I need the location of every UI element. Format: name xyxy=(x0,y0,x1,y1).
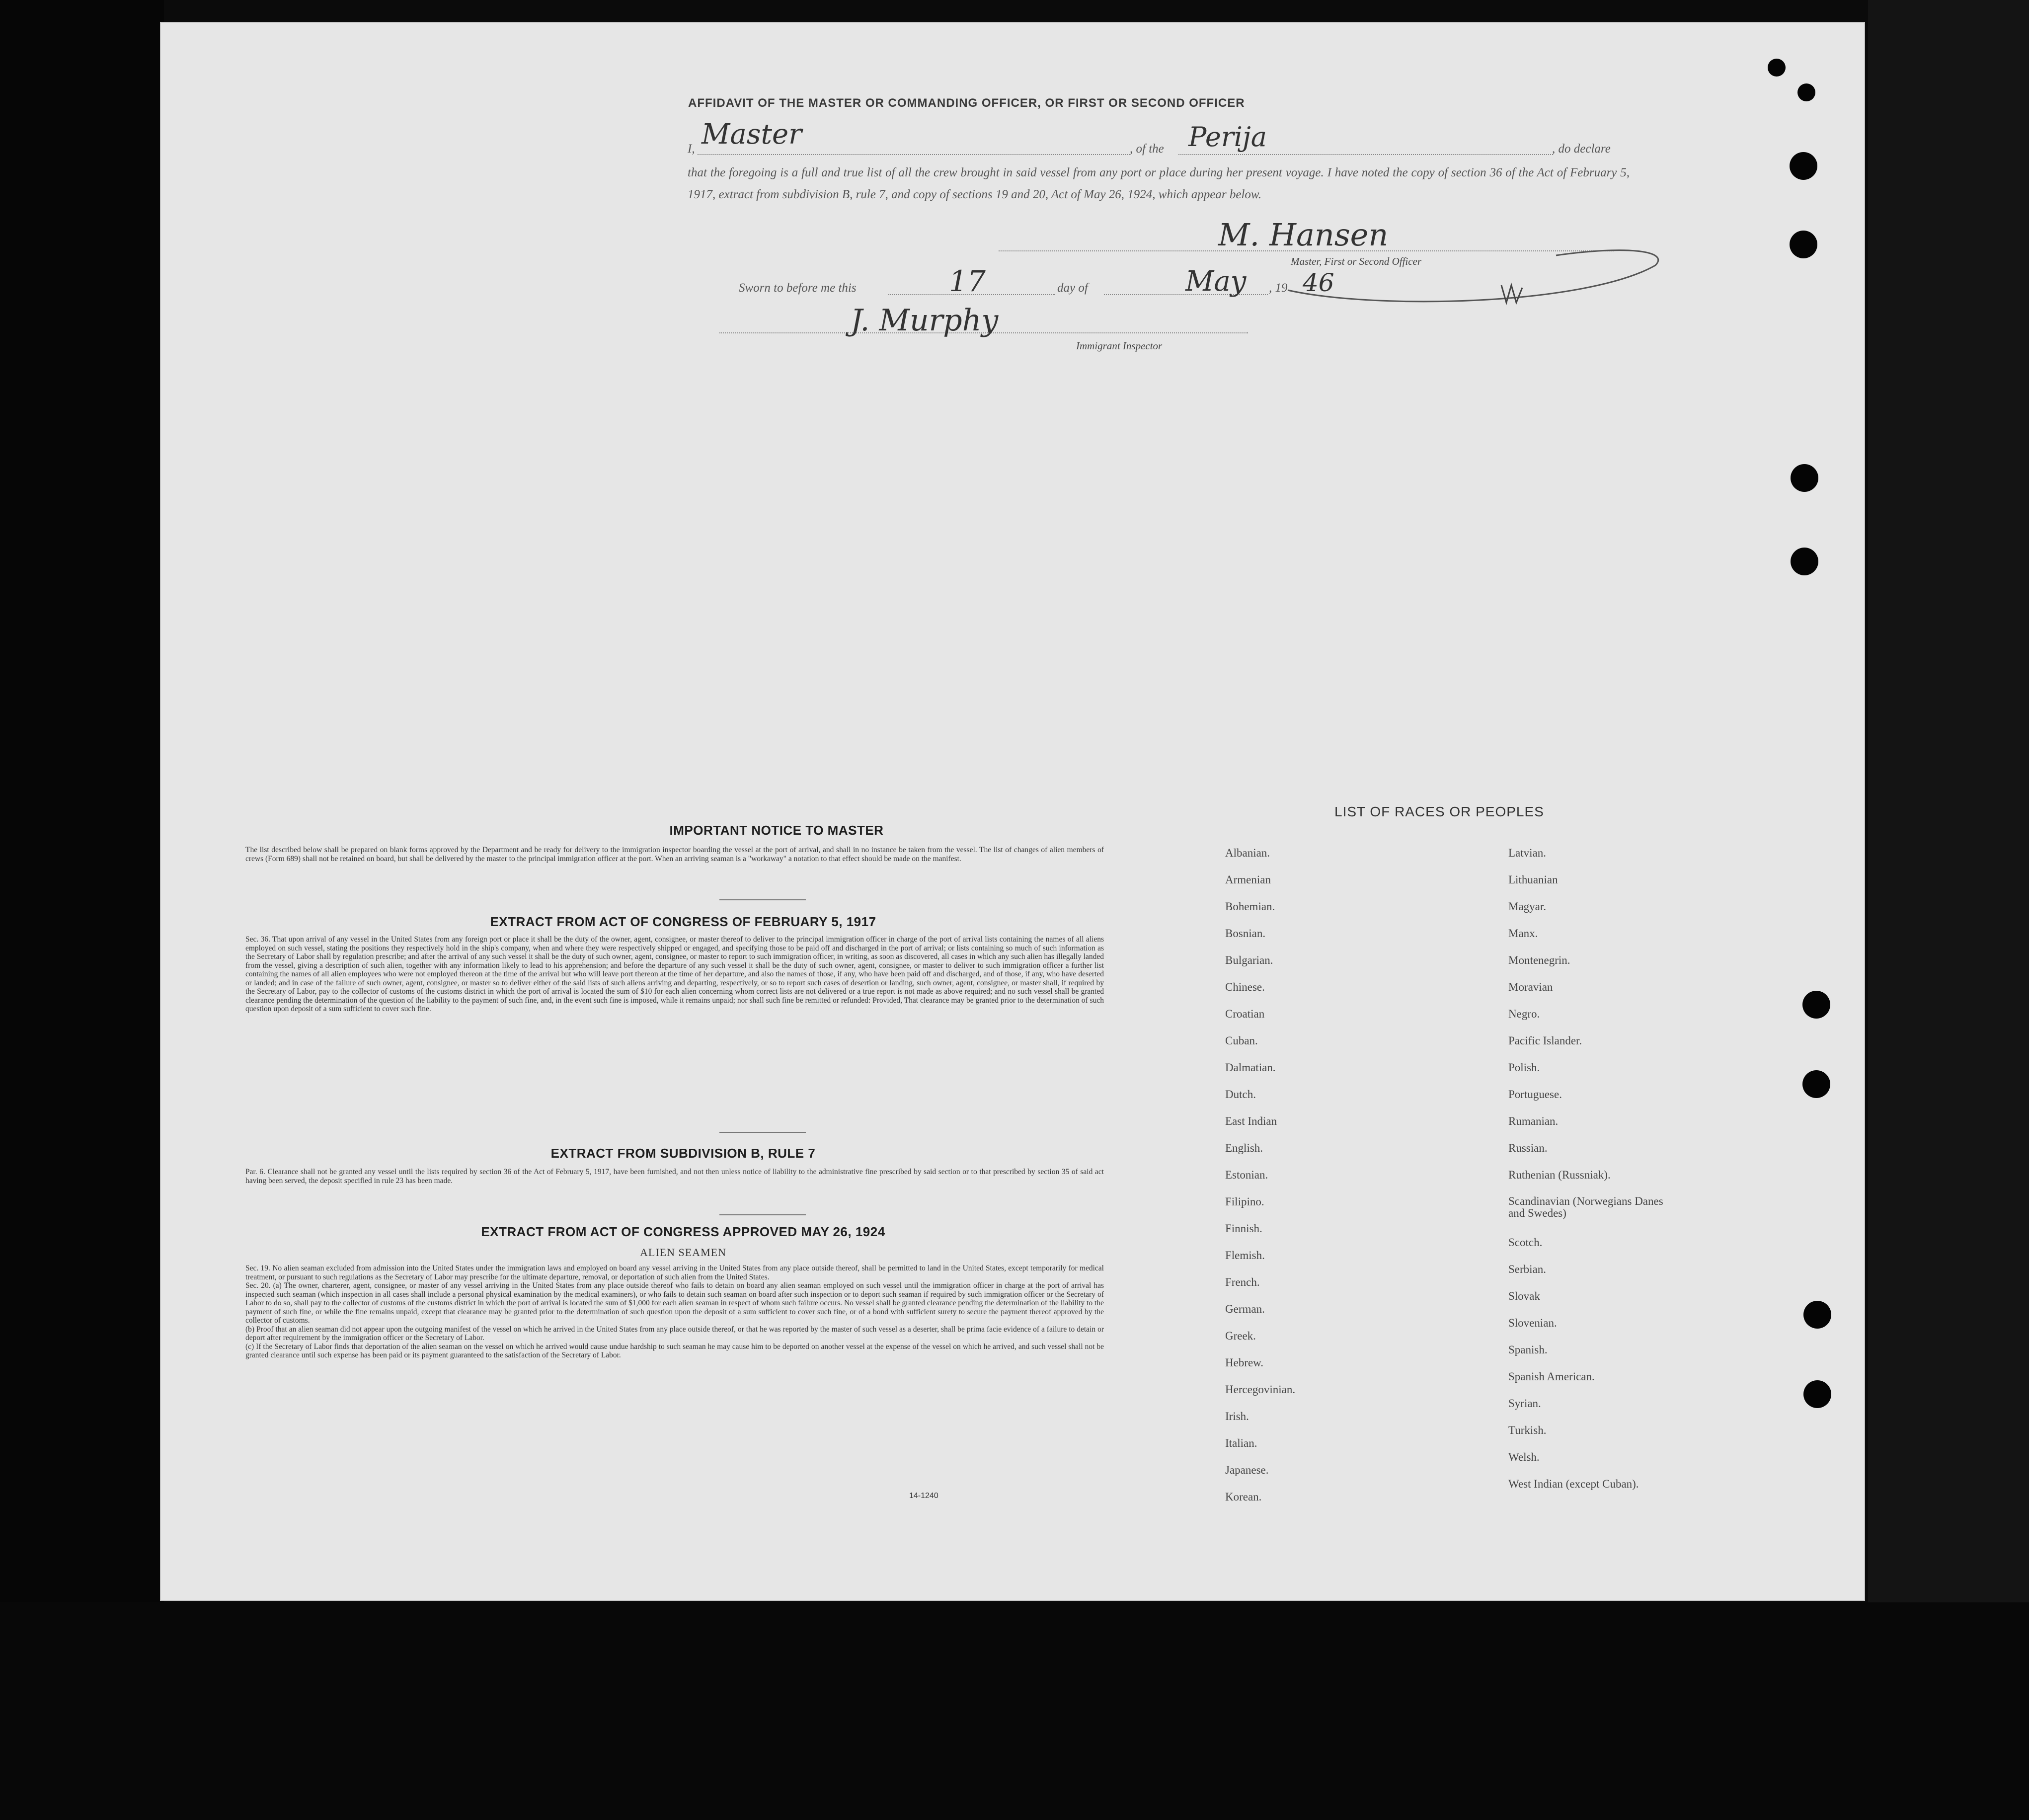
race-item: Moravian xyxy=(1508,981,1553,993)
extract-1917-text: Sec. 36. That upon arrival of any vessel in the United States from any foreign port or place it shall be the duty of the owner, agent, consignee, or master thereof to deliver to the principal immigration officer in charge of the port of arrival lists containing the names of all aliens employed on such vessel, stating the positions they respectively hold in the ship's company, when and where they were respectively shipped or engaged, and specifying those to be paid off and discharged in the port of arrival; or lists containing so much of such information as the Secretary of Labor shall by regulation prescribe; and after the arrival of any such vessel it shall be the duty of such owner, agent, consignee, or master to report to such immigration officer, in writing, as soon as discovered, all cases in which any such alien has illegally landed from the vessel, giving a description of such alien, together with any information likely to lead to his apprehension; and before the departure of any such vessel it shall be the duty of such owner, agent, consignee, or master to deliver to such immigration officer a further list containing the names of all alien employees who were not employed thereon at the time of the arrival but who will leave port thereon at the time of her departure, and also the names of those, if any, who have been paid off and discharged, and of those, if any, who have deserted or landed; and in case of the failure of such owner, agent, consignee, or master so to deliver either of the said lists of such aliens arriving and departing, respectively, or so to report such cases of desertion or landing, such owner, agent, consignee, or master shall, if required by the Secretary of Labor, pay to the collector of customs of the customs district in which the port of arrival is located the sum of $10 for each alien concerning whom correct lists are not delivered or a true report is not made as above required; and no such vessel shall be granted clearance pending the determination of the question of the liability to the payment of such fine, and, in the event such fine is imposed, while it remains unpaid; nor shall such fine be remitted or refunded: Provided, That clearance may be granted prior to the determination of such question upon deposit of a sum sufficient to cover such fine. xyxy=(245,935,1104,1013)
race-item: Ruthenian (Russniak). xyxy=(1508,1169,1611,1181)
affidavit-line1-prefix: I, xyxy=(688,142,695,156)
document-sheet xyxy=(160,22,1865,1601)
divider xyxy=(719,1132,806,1133)
binder-hole xyxy=(1791,548,1818,575)
race-item: Dutch. xyxy=(1225,1088,1256,1101)
race-item: West Indian (except Cuban). xyxy=(1508,1478,1639,1490)
race-item: German. xyxy=(1225,1303,1265,1315)
race-item: Japanese. xyxy=(1225,1464,1269,1476)
race-item: Pacific Islander. xyxy=(1508,1034,1582,1047)
master-caption: Master, First or Second Officer xyxy=(1291,255,1422,267)
race-item: Magyar. xyxy=(1508,900,1547,913)
race-item: English. xyxy=(1225,1142,1263,1154)
master-signature: M. Hansen xyxy=(1218,217,1389,253)
extract-1924-paragraph: (c) If the Secretary of Labor finds that deportation of the alien seaman on the vessel on which he arrived would cause undue hardship to such seaman he may cause him to be deported on another vessel at the expense of the vessel on which he arrived, and such vessel shall not be granted clearance until such expense has been paid or its payment guaranteed to the satisfaction of the Secretary of Labor. xyxy=(245,1342,1104,1359)
day-of-label: day of xyxy=(1057,281,1088,295)
race-item: Welsh. xyxy=(1508,1451,1540,1463)
race-item: Estonian. xyxy=(1225,1169,1268,1181)
race-item: Lithuanian xyxy=(1508,873,1558,886)
binder-hole xyxy=(1803,1380,1831,1408)
race-item: Spanish American. xyxy=(1508,1370,1595,1383)
extract-1924-paragraph: Sec. 20. (a) The owner, charterer, agent, consignee, or master of any vessel arriving in the United States from any place outside thereof who fails to detain on board any alien seaman employed on such vessel until the immigration officer in charge at the port of arrival has inspected such seaman (which inspection in all cases shall include a personal physical examination by the medical examiners), or who fails to detain such seaman on board after such inspection or to deport such seaman if required by such immigration officer or the Secretary of Labor to do so, shall pay to the collector of customs of the customs district in which the port of arrival is located the sum of $1,000 for each alien seaman in respect of whom such failure occurs. No vessel shall be granted clearance pending the determination of the liability to the payment of such fine, or while the fine remains unpaid, except that clearance may be granted prior to the determination of such question upon the deposit of a sum sufficient to cover such fine, or of a bond with sufficient surety to secure the payment thereof approved by the collector of customs. xyxy=(245,1281,1104,1325)
race-item: Chinese. xyxy=(1225,981,1265,993)
race-item: East Indian xyxy=(1225,1115,1277,1127)
notice-text: The list described below shall be prepared on blank forms approved by the Department and be ready for delivery to the immigration inspector boarding the vessel at the port of arrival, and shall in no instance be taken from the vessel. The list of changes of alien members of crews (Form 689) shall not be retained on board, but shall be delivered by the master to the principal immigration officer at the port. When an arriving seaman is a "workaway" a notation to that effect should be made on the manifest. xyxy=(245,846,1104,863)
binder-hole xyxy=(1802,1070,1830,1098)
vessel-fill-line xyxy=(1178,154,1553,155)
race-item: Bosnian. xyxy=(1225,927,1266,940)
race-item: Filipino. xyxy=(1225,1195,1264,1208)
race-item: Syrian. xyxy=(1508,1397,1541,1410)
role-fill-line xyxy=(698,154,1130,155)
extract-1924-subtitle: ALIEN SEAMEN xyxy=(640,1246,726,1259)
binder-hole xyxy=(1791,464,1818,492)
affidavit-line1-suffix: , do declare xyxy=(1552,142,1611,156)
race-item: Rumanian. xyxy=(1508,1115,1559,1127)
race-item: Manx. xyxy=(1508,927,1538,940)
extract-1924-paragraph: Sec. 19. No alien seaman excluded from admission into the United States under the immigration laws and employed on board any vessel arriving in the United States from any place outside thereof, shall be permitted to land in the United States, except temporarily for medical treatment, or pursuant to such regulations as the Secretary of Labor may prescribe for the ultimate departure, removal, or deportation of such alien from the United States. xyxy=(245,1264,1104,1281)
scan-frame-right xyxy=(1868,0,2029,1820)
race-item: Finnish. xyxy=(1225,1222,1262,1235)
binder-hole xyxy=(1790,231,1817,258)
race-item: Slovenian. xyxy=(1508,1317,1557,1329)
sworn-prefix: Sworn to before me this xyxy=(739,281,857,295)
affidavit-body: that the foregoing is a full and true list of all the crew brought in said vessel from any port or place during her present voyage. I have noted the copy of section 36 of the Act of February 5, 1917, extract from subdivision B, rule 7, and copy of sections 19 and 20, Act of May 26, 1924, which appear below. xyxy=(688,166,1630,201)
extract-1924-paragraph: (b) Proof that an alien seaman did not appear upon the outgoing manifest of the vessel on which he arrived in the United States from any place outside thereof, or that he was reported by the master of such vessel as a deserter, shall be prima facie evidence of a failure to detain or deport after requirement by the immigration officer or the Secretary of Labor. xyxy=(245,1325,1104,1342)
race-item: Hebrew. xyxy=(1225,1356,1264,1369)
inspector-caption: Immigrant Inspector xyxy=(1076,340,1163,352)
binder-hole xyxy=(1768,59,1786,77)
form-number: 14-1240 xyxy=(909,1492,938,1500)
race-item: Greek. xyxy=(1225,1330,1256,1342)
handwritten-year: 46 xyxy=(1303,268,1334,297)
scan-frame-left xyxy=(0,0,164,1820)
race-item: Croatian xyxy=(1225,1008,1265,1020)
race-item: Russian. xyxy=(1508,1142,1548,1154)
race-item: Polish. xyxy=(1508,1061,1540,1074)
race-item: Spanish. xyxy=(1508,1344,1548,1356)
divider xyxy=(719,1214,806,1215)
divider xyxy=(719,899,806,900)
race-item: Flemish. xyxy=(1225,1249,1265,1262)
race-item: Portuguese. xyxy=(1508,1088,1562,1101)
race-item: Scandinavian (Norwegians Danes and Swedes) xyxy=(1508,1195,1663,1219)
race-item: Italian. xyxy=(1225,1437,1257,1449)
race-item: Dalmatian. xyxy=(1225,1061,1276,1074)
extract-rule7-text: Par. 6. Clearance shall not be granted any vessel until the lists required by section 36 of the Act of February 5, 1917, have been furnished, and not then unless notice of liability to the administrative fine prescribed by said section or to that prescribed by section 35 of said act having been served, the deposit specified in rule 23 has been made. xyxy=(245,1168,1104,1185)
race-item: Irish. xyxy=(1225,1410,1249,1423)
race-item: Negro. xyxy=(1508,1008,1540,1020)
inspector-signature: J. Murphy xyxy=(851,303,999,338)
race-item: Bohemian. xyxy=(1225,900,1275,913)
binder-hole xyxy=(1802,991,1830,1019)
race-item: Latvian. xyxy=(1508,847,1546,859)
scan-frame-bottom xyxy=(0,1602,2029,1820)
race-item: Turkish. xyxy=(1508,1424,1547,1436)
handwritten-vessel-name: Perija xyxy=(1188,121,1267,153)
signature-flourish xyxy=(1278,236,1675,310)
extract-1924-paragraphs xyxy=(245,1264,1104,1360)
year-prefix: , 19 xyxy=(1269,281,1288,295)
race-item: Slovak xyxy=(1508,1290,1540,1302)
race-item: Serbian. xyxy=(1508,1263,1547,1275)
handwritten-role: Master xyxy=(702,118,802,151)
affidavit-title: AFFIDAVIT OF THE MASTER OR COMMANDING OFFICER, OR FIRST OR SECOND OFFICER xyxy=(688,96,1245,110)
race-item: Korean. xyxy=(1225,1491,1262,1503)
race-item: Albanian. xyxy=(1225,847,1270,859)
race-item: Scotch. xyxy=(1508,1236,1543,1249)
race-item: Hercegovinian. xyxy=(1225,1383,1296,1396)
handwritten-day: 17 xyxy=(949,264,986,298)
race-item: French. xyxy=(1225,1276,1260,1288)
race-item: Cuban. xyxy=(1225,1034,1258,1047)
handwritten-month: May xyxy=(1185,265,1247,298)
binder-hole xyxy=(1803,1301,1831,1329)
binder-hole xyxy=(1797,83,1815,101)
binder-hole xyxy=(1790,152,1817,180)
notice-title: IMPORTANT NOTICE TO MASTER xyxy=(669,823,884,838)
extract-1924-title: EXTRACT FROM ACT OF CONGRESS APPROVED MAY 26, 1924 xyxy=(481,1224,885,1239)
race-item: Bulgarian. xyxy=(1225,954,1273,966)
races-title: LIST OF RACES OR PEOPLES xyxy=(1334,804,1544,819)
affidavit-line1-middle: , of the xyxy=(1130,142,1164,156)
race-item: Armenian xyxy=(1225,873,1271,886)
extract-1917-title: EXTRACT FROM ACT OF CONGRESS OF FEBRUARY 5, 1917 xyxy=(490,914,876,929)
extract-rule7-title: EXTRACT FROM SUBDIVISION B, RULE 7 xyxy=(550,1146,816,1161)
race-item: Montenegrin. xyxy=(1508,954,1570,966)
